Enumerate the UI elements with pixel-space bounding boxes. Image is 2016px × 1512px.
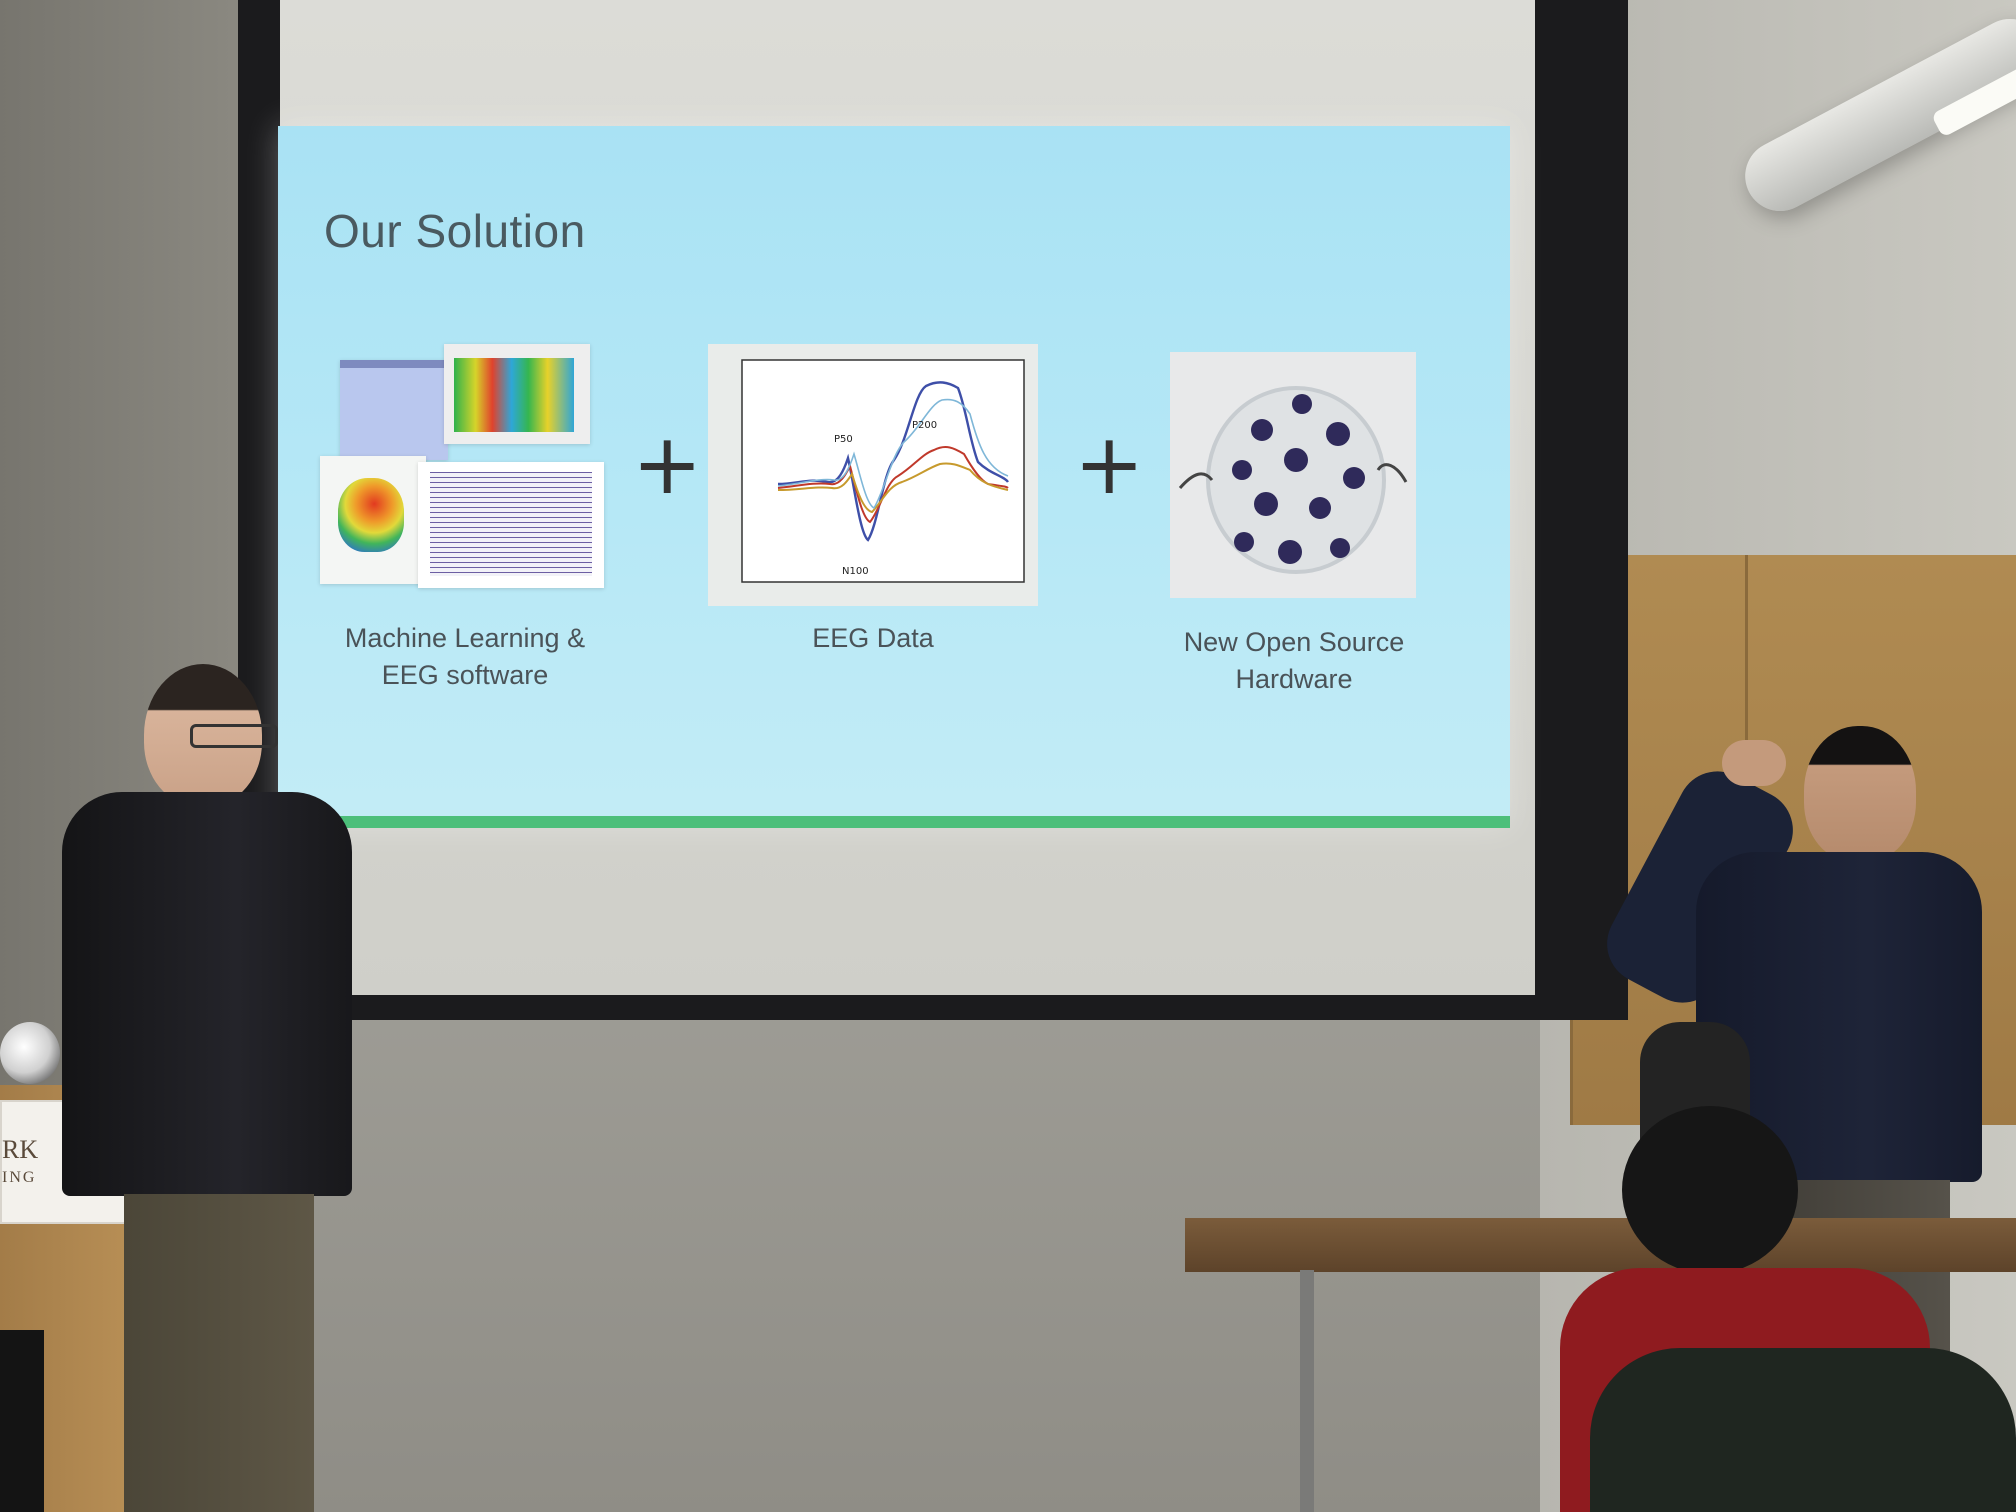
electrode [1254, 492, 1278, 516]
electrode [1330, 538, 1350, 558]
label-p200: P200 [912, 420, 938, 431]
audience-member-left [0, 1330, 44, 1512]
audience-member-jacket [1590, 1348, 2016, 1512]
presenter-right-head [1804, 726, 1916, 862]
audience-member-head [1622, 1106, 1798, 1274]
electrode [1234, 532, 1254, 552]
caption-software: Machine Learning & EEG software [344, 623, 586, 690]
electrode [1343, 467, 1365, 489]
eeg-headset-photo [1170, 352, 1416, 598]
podium-sign-line-2: ING [2, 1169, 37, 1186]
geodesic-ball-object [0, 1022, 60, 1084]
electrode [1232, 460, 1252, 480]
slide-accent-bar [278, 816, 1510, 828]
electrode [1292, 394, 1312, 414]
electrode [1309, 497, 1331, 519]
headset-svg [1170, 352, 1416, 598]
plus-sign-1: + [632, 415, 703, 513]
label-n100: N100 [842, 566, 869, 577]
electrode [1278, 540, 1302, 564]
window-titlebar [340, 360, 448, 368]
presenter-left-pants [124, 1194, 314, 1512]
podium-sign-line-1: RK [2, 1135, 39, 1164]
plot-area [742, 360, 1024, 582]
electrode [1251, 419, 1273, 441]
podium-sign-text [2, 1136, 38, 1192]
presentation-slide [278, 126, 1510, 828]
presenter-left-glasses [190, 724, 278, 748]
presenter-left [62, 664, 352, 1512]
software-screenshots-figure [320, 344, 610, 594]
desk-leg [1300, 1270, 1314, 1512]
software-window-spectrogram [444, 344, 590, 444]
presenter-left-jacket [62, 792, 352, 1196]
slide-title: Our Solution [324, 205, 586, 257]
electrode [1284, 448, 1308, 472]
desk [1185, 1218, 2016, 1272]
electrode [1326, 422, 1350, 446]
spectrogram-image [454, 358, 574, 432]
caption-hardware: New Open Source Hardware [1183, 627, 1405, 694]
topomap-image [338, 478, 404, 552]
eeg-traces-image [430, 472, 592, 576]
software-window-1 [340, 360, 448, 460]
label-p50: P50 [834, 434, 853, 445]
software-window-topomap [320, 456, 426, 584]
eeg-data-plot [708, 344, 1038, 606]
eeg-plot-svg [708, 344, 1038, 606]
caption-eeg-data: EEG Data [812, 623, 934, 653]
presenter-right-hand [1722, 740, 1786, 786]
plus-sign-2: + [1074, 415, 1145, 513]
software-window-eeg-traces [418, 462, 604, 588]
